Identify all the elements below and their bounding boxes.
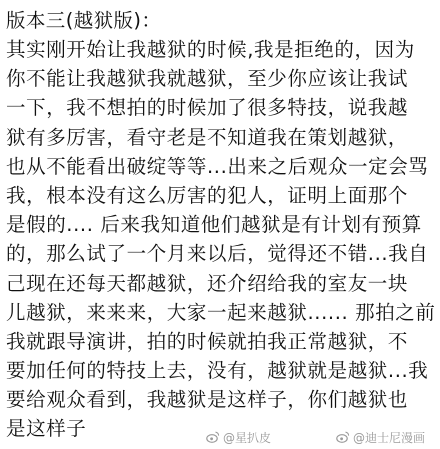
weibo-icon	[336, 430, 350, 444]
post-line: 要给观众看到，我越狱是这样子，你们越狱也	[6, 388, 409, 412]
post-title: 版本三(越狱版)：	[6, 9, 162, 32]
weibo-icon	[206, 430, 220, 444]
watermark-left-text: @星扒皮	[223, 430, 272, 445]
post-line: 也从不能看出破绽等等...出来之后观众一定会骂	[6, 154, 429, 178]
post-line: 是这样子	[6, 417, 87, 441]
post-line: 一下，我不想拍的时候加了很多特技，说我越	[6, 96, 409, 120]
post-line: 我，根本没有这么厉害的犯人，证明上面那个	[6, 183, 409, 207]
post-line: 其实刚开始让我越狱的时候,我是拒绝的，因为	[6, 38, 415, 61]
watermark-right-text: @迪士尼漫画	[353, 430, 426, 445]
post-line: 要加任何的特技上去，没有，越狱就是越狱...我	[6, 359, 429, 383]
post-line: 我就跟导演讲，拍的时候就拍我正常越狱，不	[6, 329, 409, 353]
post-line: 你不能让我越狱我就越狱，至少你应该让我试	[6, 67, 409, 91]
post-line: 儿越狱，来来来，大家一起来越狱...... 那拍之前	[6, 300, 436, 324]
post-line: 狱有多厉害，看守老是不知道我在策划越狱，	[6, 125, 409, 149]
post-line: 的，那么试了一个月来以后，觉得还不错...我自	[6, 242, 429, 266]
post-body	[6, 6, 434, 444]
watermark-right	[336, 427, 425, 447]
post-line: 是假的.... 后来我知道他们越狱是有计划有预算	[6, 213, 422, 237]
watermark-left	[206, 427, 271, 447]
post-line: 己现在还每天都越狱，还介绍给我的室友一块	[6, 271, 409, 295]
